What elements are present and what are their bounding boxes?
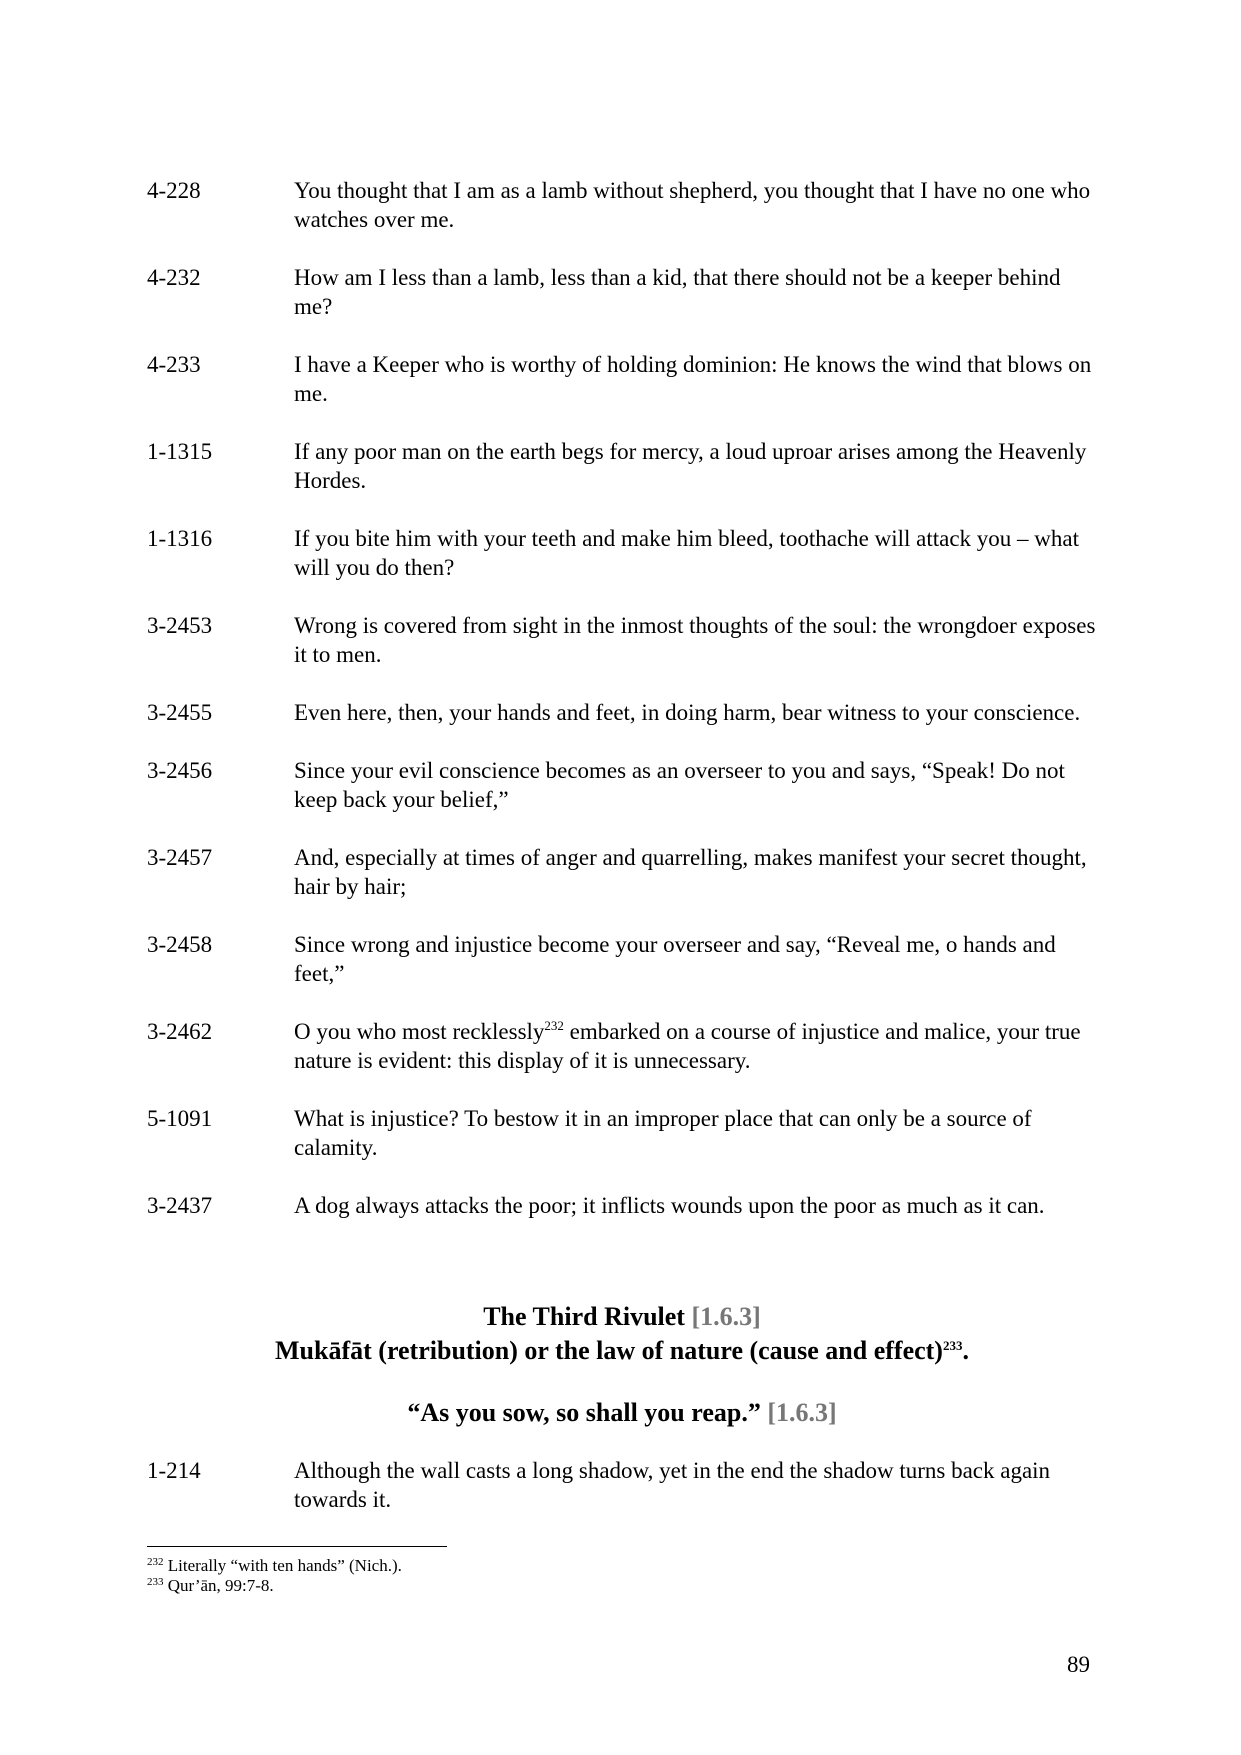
footnotes [147, 1556, 1047, 1596]
verse-text-part: O you who most recklessly [294, 1019, 545, 1044]
section-tag[interactable]: [1.6.3] [691, 1302, 761, 1331]
section-title [147, 1300, 1097, 1334]
verse-row [147, 843, 1097, 901]
verse-ref: 3-2456 [147, 758, 213, 783]
verse-ref: 5-1091 [147, 1106, 213, 1131]
verse-row [147, 1456, 1097, 1514]
footnote-mark[interactable]: 232 [544, 1018, 564, 1033]
footnote-text: Qur’ān, 99:7-8. [163, 1576, 274, 1595]
footnote-text: Literally “with ten hands” (Nich.). [163, 1556, 402, 1575]
footnote-number: 233 [147, 1576, 164, 1588]
verse-ref: 1-214 [147, 1458, 201, 1483]
section-title-text: The Third Rivulet [483, 1302, 685, 1331]
verse-ref: 4-232 [147, 265, 201, 290]
section-motto-text: “As you sow, so shall you reap.” [407, 1398, 761, 1427]
verse-ref: 4-233 [147, 352, 201, 377]
footnote-mark[interactable]: 233 [942, 1338, 963, 1353]
section-subtitle-text: Mukāfāt (retribution) or the law of nature (cause and effect) [275, 1336, 943, 1365]
page-number: 89 [1067, 1652, 1090, 1677]
verse-row [147, 1017, 1097, 1075]
verse-ref: 3-2455 [147, 700, 213, 725]
verse-ref: 3-2453 [147, 613, 213, 638]
verse-ref: 1-1315 [147, 439, 213, 464]
verse-row [147, 611, 1097, 669]
verse-ref: 3-2437 [147, 1193, 213, 1218]
verse-text: I have a Keeper who is worthy of holding dominion: He knows the wind that blows on me. [294, 352, 1092, 406]
verse-row [147, 176, 1097, 234]
verse-text: Wrong is covered from sight in the inmost thoughts of the soul: the wrongdoer exposes it to men. [294, 613, 1096, 667]
section-tag[interactable]: [1.6.3] [767, 1398, 837, 1427]
verse-text: Since your evil conscience becomes as an overseer to you and says, “Speak! Do not keep back your belief,” [294, 758, 1065, 812]
verse-row [147, 1191, 1097, 1220]
verse-text: If any poor man on the earth begs for mercy, a loud uproar arises among the Heavenly Hordes. [294, 439, 1087, 493]
verse-row [147, 756, 1097, 814]
verse-text: Since wrong and injustice become your overseer and say, “Reveal me, o hands and feet,” [294, 932, 1056, 986]
footnote [147, 1556, 1047, 1576]
verse-ref: 3-2457 [147, 845, 213, 870]
verse-text: You thought that I am as a lamb without shepherd, you thought that I have no one who watches over me. [294, 178, 1091, 232]
section-subtitle [147, 1334, 1097, 1368]
verse-text: Even here, then, your hands and feet, in doing harm, bear witness to your conscience. [294, 700, 1081, 725]
verse-row [147, 350, 1097, 408]
verse-list-after [147, 1456, 1097, 1543]
footnote [147, 1576, 1047, 1596]
verse-text-part: embarked on a course of injustice and malice, your true nature is evident: this display of it is unnecessary. [294, 1019, 1081, 1073]
footnote-divider [147, 1546, 447, 1547]
verse-row [147, 263, 1097, 321]
verse-text [294, 1017, 1097, 1075]
verse-row [147, 524, 1097, 582]
verse-row [147, 698, 1097, 727]
verse-ref: 4-228 [147, 178, 201, 203]
verse-row [147, 930, 1097, 988]
verse-text: What is injustice? To bestow it in an improper place that can only be a source of calamity. [294, 1106, 1032, 1160]
verse-ref: 3-2458 [147, 932, 213, 957]
verse-text: If you bite him with your teeth and make him bleed, toothache will attack you – what will you do then? [294, 526, 1079, 580]
verse-row [147, 437, 1097, 495]
verse-text: A dog always attacks the poor; it inflicts wounds upon the poor as much as it can. [294, 1193, 1045, 1218]
verse-text: And, especially at times of anger and quarrelling, makes manifest your secret thought, hair by hair; [294, 845, 1087, 899]
verse-text: How am I less than a lamb, less than a kid, that there should not be a keeper behind me? [294, 265, 1061, 319]
verse-ref: 3-2462 [147, 1019, 213, 1044]
section-motto [147, 1396, 1097, 1430]
verse-ref: 1-1316 [147, 526, 213, 551]
verse-text: Although the wall casts a long shadow, yet in the end the shadow turns back again towards it. [294, 1458, 1051, 1512]
footnote-number: 232 [147, 1556, 164, 1568]
verse-list [147, 176, 1097, 1249]
verse-row [147, 1104, 1097, 1162]
section-subtitle-end: . [962, 1336, 969, 1365]
